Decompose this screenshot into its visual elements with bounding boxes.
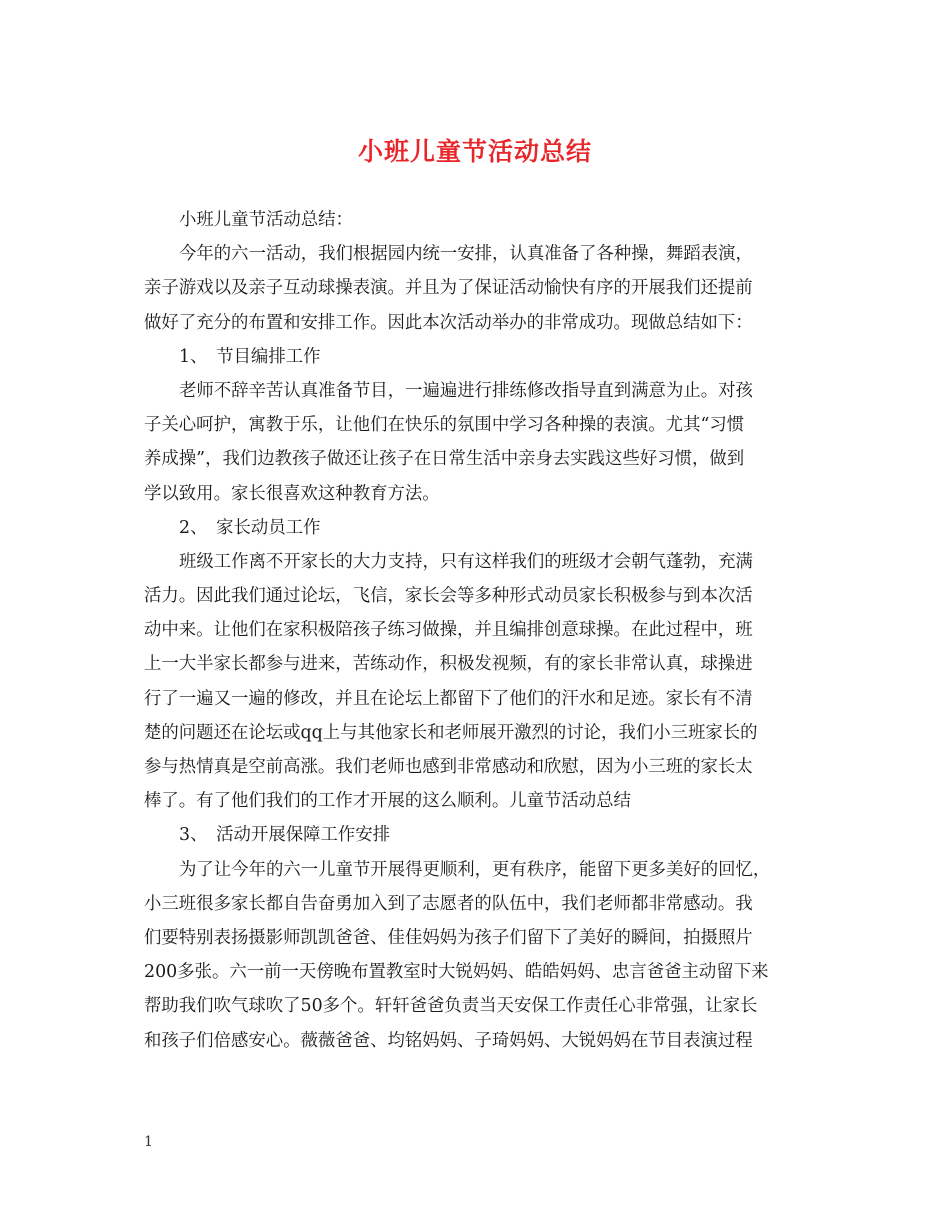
text-line: 们要特别表扬摄影师凯凯爸爸、佳佳妈妈为孩子们留下了美好的瞬间，拍摄照片 [144, 927, 753, 948]
text-line: 学以致用。家长很喜欢这种教育方法。 [144, 483, 440, 504]
text-line: 和孩子们倍感安心。薇薇爸爸、均铭妈妈、子琦妈妈、大锐妈妈在节目表演过程 [144, 1030, 753, 1051]
text-line: 活力。因此我们通过论坛，飞信，家长会等多种形式动员家长积极参与到本次活 [144, 586, 753, 607]
text-line: 参与热情真是空前高涨。我们老师也感到非常感动和欣慰，因为小三班的家长太 [144, 757, 753, 777]
text-line: 今年的六一活动，我们根据园内统一安排，认真准备了各种操，舞蹈表演， [179, 244, 753, 265]
text-line: 子关心呵护，寓教于乐，让他们在快乐的氛围中学习各种操的表演。尤其“习惯 [144, 415, 745, 436]
text-line: 帮助我们吹气球吹了50多个。轩轩爸爸负责当天安保工作责任心非常强，让家长 [144, 996, 758, 1017]
text-line: 班级工作离不开家长的大力支持，只有这样我们的班级才会朝气蓬勃，充满 [179, 551, 753, 572]
text-line: 养成操”，我们边教孩子做还让孩子在日常生活中亲身去实践这些好习惯，做到 [144, 449, 745, 470]
text-line: 小班儿童节活动总结： [179, 210, 353, 230]
text-line: 棒了。有了他们我们的工作才开展的这么顺利。儿童节活动总结 [144, 791, 631, 812]
text-line: 上一大半家长都参与进来，苦练动作，积极发视频，有的家长非常认真，球操进 [144, 654, 753, 675]
text-line: 行了一遍又一遍的修改，并且在论坛上都留下了他们的汗水和足迹。家长有不清 [144, 688, 753, 709]
document-body [144, 203, 808, 1058]
text-line: 亲子游戏以及亲子互动球操表演。并且为了保证活动愉快有序的开展我们还提前 [144, 278, 753, 299]
text-line: 楚的问题还在论坛或qq上与其他家长和老师展开激烈的讨论，我们小三班家长的 [144, 722, 758, 743]
text-line: 2、 家长动员工作 [179, 517, 321, 538]
text-line: 为了让今年的六一儿童节开展得更顺利，更有秩序，能留下更多美好的回忆， [179, 859, 771, 880]
text-line: 3、 活动开展保障工作安排 [179, 825, 391, 846]
text-line: 做好了充分的布置和安排工作。因此本次活动举办的非常成功。现做总结如下： [144, 312, 753, 333]
text-line: 200多张。六一前一天傍晚布置教室时大锐妈妈、皓皓妈妈、忠言爸爸主动留下来 [144, 962, 769, 983]
page-title: 小班儿童节活动总结 [357, 137, 592, 166]
page-number: 1 [144, 1134, 153, 1150]
text-line: 老师不辞辛苦认真准备节目，一遍遍进行排练修改指导直到满意为止。对孩 [179, 380, 753, 401]
text-line: 1、 节目编排工作 [179, 346, 321, 367]
text-line: 小三班很多家长都自告奋勇加入到了志愿者的队伍中，我们老师都非常感动。我 [144, 893, 753, 914]
text-line: 动中来。让他们在家积极陪孩子练习做操，并且编排创意球操。在此过程中，班 [144, 620, 753, 641]
